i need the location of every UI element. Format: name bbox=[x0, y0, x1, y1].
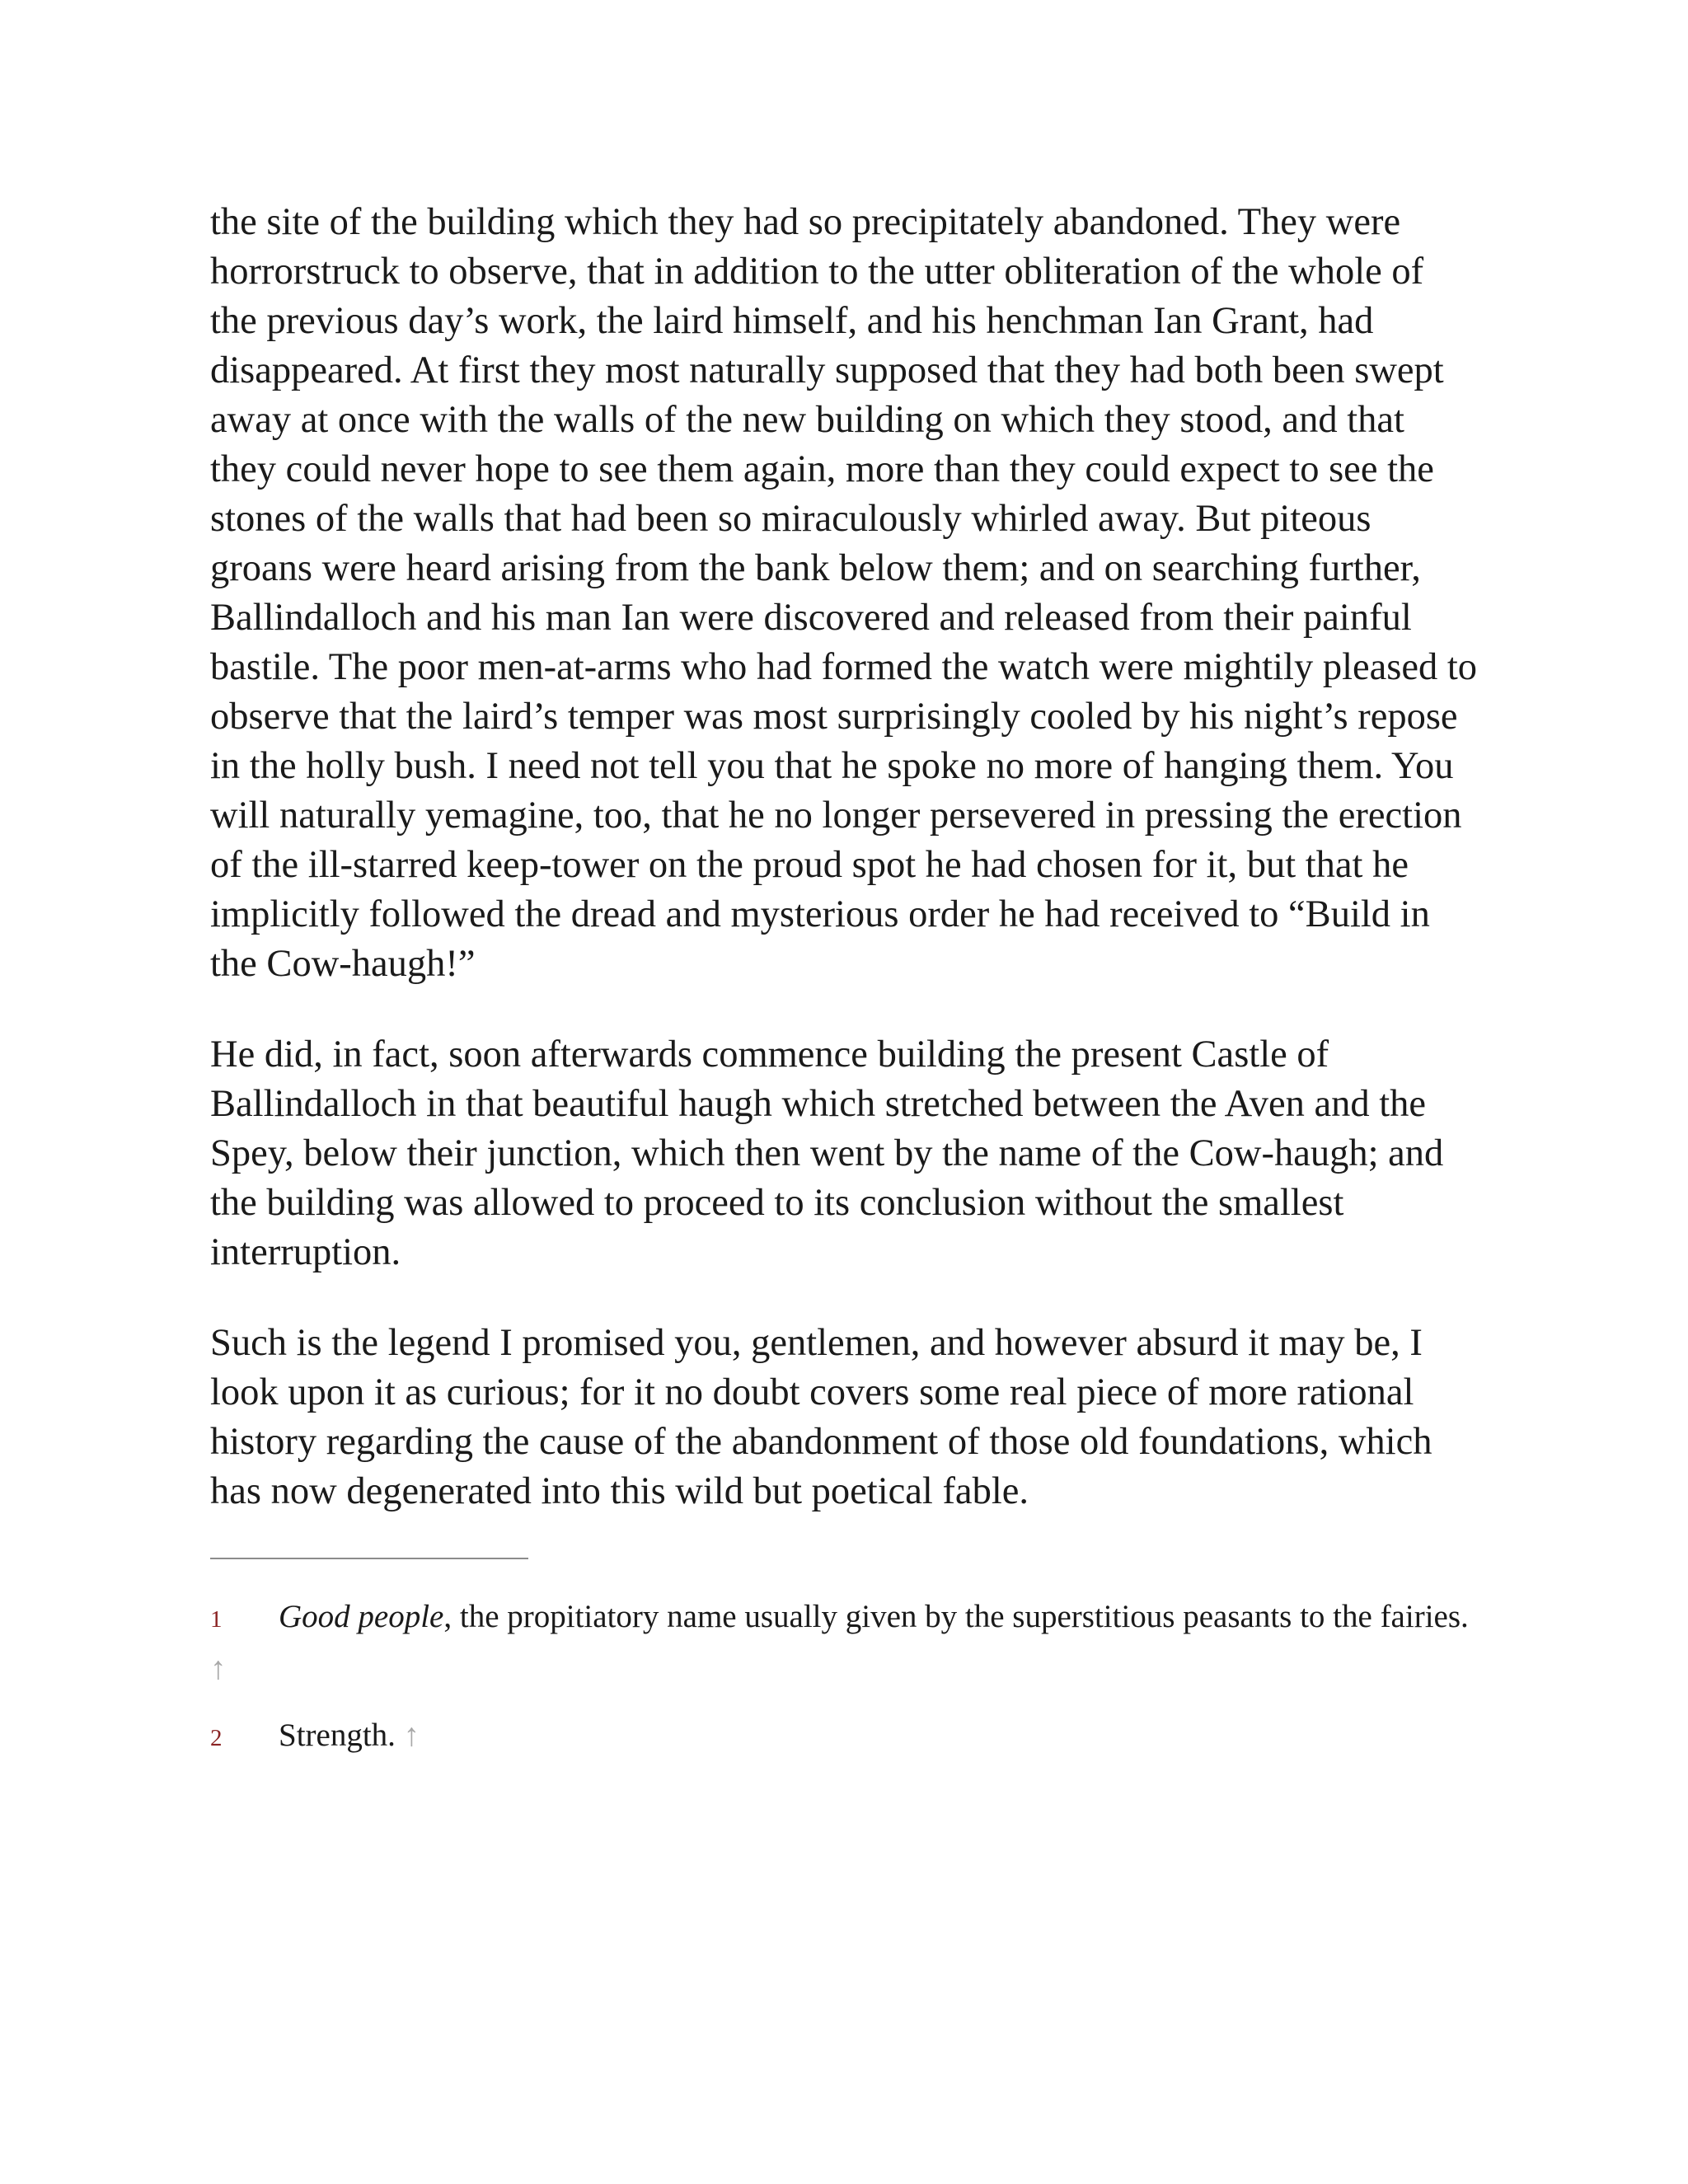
footnote-number[interactable]: 2 bbox=[210, 1725, 223, 1751]
body-paragraph-1: the site of the building which they had so precipitately abandoned. They were horrorstruck to observe, that in addition to the utter obliteration of the whole of the previous day’s work, the laird himself, and his henchman Ian Grant, had disappeared. At first they most naturally supposed that they had both been swept away at once with the walls of the new building on which they stood, and that they could never hope to see them again, more than they could expect to see the stones of the walls that had been so miraculously whirled away. But piteous groans were heard arising from the bank below them; and on searching further, Ballindalloch and his man Ian were discovered and released from their painful bastile. The poor men-at-arms who had formed the watch were mightily pleased to observe that the laird’s temper was most surprisingly cooled by his night’s repose in the holly bush. I need not tell you that he spoke no more of hanging them. You will naturally yemagine, too, that he no longer persevered in pressing the erection of the ill-starred keep-tower on the proud spot he had chosen for it, but that he implicitly followed the dread and mysterious order he had received to “Build in the Cow-haugh!” bbox=[210, 201, 1478, 985]
footnote-1 bbox=[210, 1592, 1479, 1693]
body-paragraph-3: Such is the legend I promised you, gentlemen, and however absurd it may be, I look upon it as curious; for it no doubt covers some real piece of more rational history regarding the cause of the abandonment of those old foundations, which has now degenerated into this wild but poetical fable. bbox=[210, 1322, 1432, 1512]
body-paragraph-2: He did, in fact, soon afterwards commence building the present Castle of Ballindalloch in that beautiful haugh which stretched between the Aven and the Spey, below their junction, which then went by the name of the Cow-haugh; and the building was allowed to proceed to its conclusion without the smallest interruption. bbox=[210, 1033, 1444, 1273]
footnotes-section bbox=[210, 1592, 1479, 1763]
footnote-emphasis: Good people bbox=[279, 1599, 444, 1634]
footnote-2 bbox=[210, 1711, 1479, 1763]
footnote-text: , the propitiatory name usually given by the superstitious peasants to the fairies. bbox=[443, 1599, 1469, 1634]
footnote-divider bbox=[210, 1558, 528, 1559]
footnote-backlink-icon[interactable]: ↑ bbox=[210, 1651, 227, 1686]
footnote-text: Strength. bbox=[279, 1718, 396, 1753]
footnote-backlink-icon[interactable]: ↑ bbox=[403, 1718, 420, 1753]
page-content bbox=[210, 198, 1479, 1781]
footnote-number[interactable]: 1 bbox=[210, 1606, 223, 1633]
